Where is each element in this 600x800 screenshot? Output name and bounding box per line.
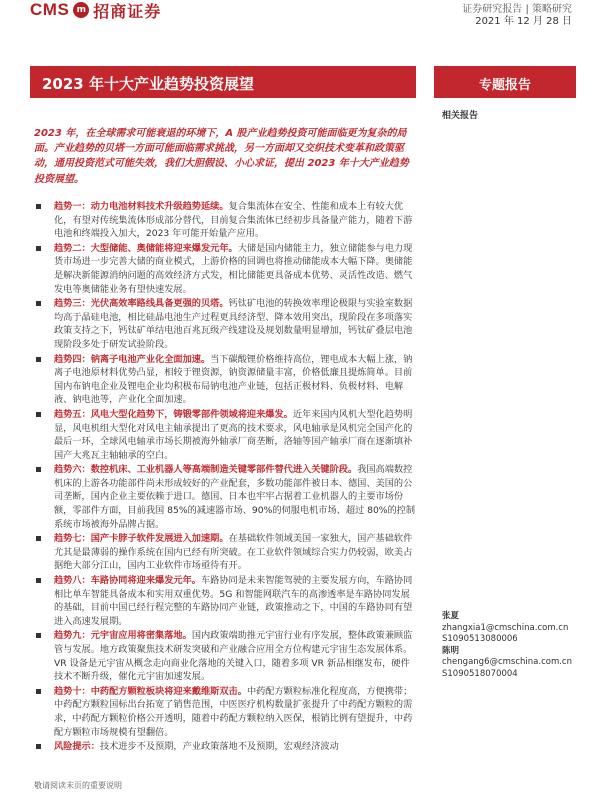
analyst-info [442,611,582,680]
bullet-icon [36,633,41,638]
trend-item-9 [34,629,416,683]
logo-latin: CMS [30,0,70,19]
trend-title: 趋势七：国产卡脖子软件发展进入加速期。 [54,533,229,545]
trend-item-1 [34,200,416,241]
trend-item-3 [34,297,416,351]
trend-body: 中药配方颗粒标准化程度高，方便携带；中药配方颗粒国标出台拓宽了销售范围，中医医疗机构数量扩张提升了中药配方颗粒的需求，中药配方颗粒价格公开透明，随着中药配方颗粒纳入医保，根销比例有望提升，中药配方颗粒市场规模有望翻倍。 [54,685,413,738]
trend-item-2 [34,242,416,296]
report-type: 证券研究报告 | 策略研究 [462,4,572,15]
bullet-icon [36,536,41,541]
trend-item-4 [34,353,416,407]
trend-body: 国内政策端助推元宇宙行业有序发展，整体政策兼顾监管与发展。地方政策聚焦技术研发突破和产业融合应用全方位构建元宇宙生态发展体系。VR 设备是元宇宙从概念走向商业化落地的关键入口，随着多项 VR 新品相继发布，硬件技术不断升级，催化元宇宙加速发展。 [54,630,413,683]
bullet-icon [36,357,41,362]
trend-item-6 [34,463,416,531]
trend-body: 近年来国内风机大型化趋势明显，风电机组大型化对风电主轴承提出了更高的技术要求，风电轴承是风机完全国产化的最后一环，全球风电轴承市场长期被海外轴承厂商垄断，洛轴等国产轴承厂商在逐渐填补国产大兆瓦主轴轴承的空白。 [54,408,413,461]
company-logo [30,0,161,20]
risk-body: 技术进步不及预期，产业政策落地不及预期，宏观经济波动 [99,741,339,753]
trend-list [34,200,416,755]
trend-item-10 [34,685,416,739]
bullet-icon [36,689,41,694]
risk-warning [34,740,416,754]
analyst-name: 陈明 [442,645,460,656]
trend-title: 趋势四：钠离子电池产业化全面加速。 [54,353,211,365]
trend-item-8 [34,574,416,628]
title-bar [30,66,416,98]
trend-item-7 [34,532,416,573]
trend-item-5 [34,408,416,462]
related-reports-label: 相关报告 [442,111,479,121]
trend-body: 在基础软件领域美国一家独大，国产基础软件尤其是最薄弱的操作系统在国内已经有所突破。在工业软件领域综合实力仍较弱，欧美占据绝大部分江山，国内工业软件市场亟待有开。 [54,533,413,572]
analyst-email: zhangxia1@cmschina.com.cn [442,622,569,633]
trend-title: 趋势三：光伏高效率路线具备更强的贝塔。 [54,298,229,310]
report-date: 2021 年 12 月 28 日 [475,16,572,27]
trend-body: 大储是国内储能主力，独立储能参与电力现货市场进一步完善大储的商业模式，上游价格的回调也将推动储能成本大幅下降。奥储能是解决新能源消纳问题的高效经济方式发，相比储能更具备成本优势、灵活性改造、燃气发电等奥储能业务有望快速发展。 [54,242,413,295]
trend-title: 趋势二：大型储能、奥储能将迎来爆发元年。 [54,242,238,254]
sidebar-heading-bar [434,66,576,98]
logo-emblem-icon: m [73,2,89,18]
trend-title: 趋势八：车路协同将迎来爆发元年。 [54,575,201,587]
bullet-icon [36,412,41,417]
bullet-icon [36,301,41,306]
trend-body: 复合集流体在安全、性能和成本上有较大优化，有望对传统集流体形成部分替代，目前复合集流体已经初步具备量产能力，随着下游电池和终端投入加大，2023 年可能开始量产应用。 [54,201,413,240]
analyst-name: 张夏 [442,611,460,621]
bullet-icon [36,744,41,749]
trend-title: 趋势一：动力电池材料技术升级趋势延续。 [54,201,229,212]
trend-title: 趋势九：元宇宙应用将密集落地。 [54,630,192,642]
trend-title: 趋势六：数控机床、工业机器人等高端制造关键零部件替代进入关键阶段。 [54,464,358,476]
trend-body: 我国高端数控机床的上游各功能部件尚未形成较好的产业配套，多数功能部件被日本、德国、美国的公司垄断，国内企业主要依赖于进口。德国、日本也牢牢占据着工业机器人的主要市场份额，零部件方面，目前我国 85%的减速器市场、90%的伺服电机市场、超过 80%的控制系统市场被海外品牌占据。 [54,464,416,530]
trend-body: 车路协同是未来智能驾驶的主要发展方向，车路协同相比单车智能具备成本和实用双重优势。5G 和智能网联汽车的高渗透率是车路协同发展的基础，目前中国已经行程完整的车路协同产业链，政策推动之下，中国的车路协同有望进入高速发展期。 [54,575,413,627]
risk-title: 风险提示： [54,741,100,753]
trend-body: 钙钛矿电池的转换效率理论极限与实验室数据均高于晶硅电池，相比硅晶电池生产过程更具经济型、降本效用突出，现阶段在多项落实政策支持之下，钙钛矿单结电池百兆瓦级产线建设及规划数量明显增加，钙钛矿叠层电池现阶段多处于研发试验阶段。 [54,298,413,350]
bullet-icon [36,246,41,251]
footer-note: 敬请阅读末页的重要说明 [34,781,122,790]
logo-chinese: 招商证券 [93,1,162,21]
abstract: 2023 年，在全球需求可能衰退的环境下，A 股产业趋势投资可能面临更为复杂的局面。产业趋势的贝塔一方面可能面临需求挑战，另一方面却又交织技术变革和政策驱动，通用投资范式可能失效，我们大胆假设、小心求证，提出 2023 年十大产业趋势投资展望。 [34,128,409,185]
bullet-icon [36,204,41,209]
trend-body: 当下碳酸锂价格维持高位，锂电成本大幅上涨，钠离子电池原材料优势凸显，相较于锂资源，钠资源储量丰富，价格低廉且提炼简单。目前国内布钠电企业及锂电企业均积极布局钠电池产业链，包括正极材料、负极材料、电解液、钠电池等，产业化全面加速。 [54,353,413,406]
trend-title: 趋势五：风电大型化趋势下，铸锻零部件领域将迎来爆发。 [54,408,293,420]
report-title: 2023 年十大产业趋势投资展望 [42,75,254,93]
report-header [0,0,600,30]
trend-title: 趋势十：中药配方颗粒板块将迎来戴维斯双击。 [54,685,247,697]
analyst-id: S1090518070004 [442,668,518,679]
bullet-icon [36,467,41,472]
analyst-id: S1090513080006 [442,634,518,644]
analyst-email: chengang6@cmschina.com.cn [442,657,572,667]
sidebar-heading: 专题报告 [478,78,531,93]
bullet-icon [36,578,41,583]
